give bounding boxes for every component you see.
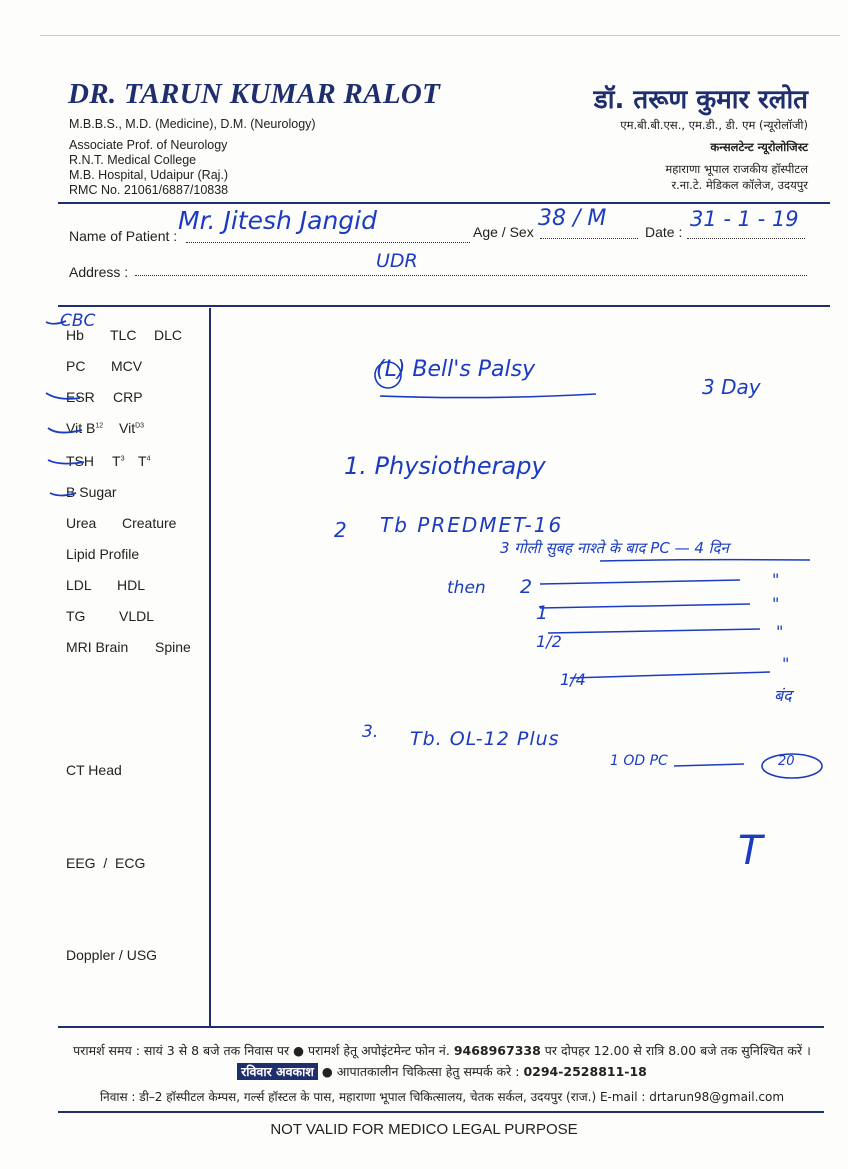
- footer-divider: [58, 1026, 824, 1028]
- legal-disclaimer: NOT VALID FOR MEDICO LEGAL PURPOSE: [270, 1121, 578, 1138]
- address-line: [135, 261, 807, 276]
- test-tlc: TLC: [110, 327, 137, 343]
- prescription-item-2-number: 2: [334, 518, 347, 542]
- tick-marks: [44, 310, 124, 510]
- test-dlc: DLC: [154, 327, 183, 343]
- doctor-credentials-hindi: [620, 117, 808, 193]
- residence-address: निवास : डी–2 हॉस्पीटल केम्पस, गर्ल्स हॉस्टल के पास, महाराणा भूपाल चिकित्सालय, चेतक सर्कल, उदयपुर (राज.) E-mail : drtarun98@gmail.com: [99, 1090, 785, 1104]
- taper-dose-2: 2: [520, 576, 533, 598]
- test-spine: Spine: [155, 639, 191, 655]
- consultation-info: परामर्श समय : सायं 3 से 8 बजे तक निवास पर ● परामर्श हेतू अपोइंटमेन्ट फोन नं. 9468967338 पर दोपहर 12.00 से रात्रि 8.00 बजे तक सुनिश्चित करें । रविवार अवकाश ● आपातकालीन चिकित्सा हेतु सम्पर्क करे : 0294-2528811-18: [73, 1043, 811, 1079]
- taper-dose-half: 1/2: [536, 632, 562, 651]
- date-label: Date :: [645, 224, 683, 240]
- test-tg: TG: [66, 608, 86, 624]
- emergency-phone: 0294-2528811-18: [523, 1064, 647, 1079]
- test-mri-brain: MRI Brain: [66, 639, 129, 655]
- top-border-line: [40, 35, 840, 36]
- age-sex-label: Age / Sex: [473, 224, 534, 240]
- doctor-name: DR. TARUN KUMAR RALOT: [68, 78, 441, 110]
- test-hb: Hb: [66, 327, 84, 343]
- header-divider: [58, 202, 830, 204]
- consultant-hindi: कन्सलटेन्ट न्यूरोलोजिस्ट: [710, 140, 808, 154]
- doctor-credentials: [69, 117, 316, 198]
- doctor-signature: T: [738, 828, 763, 874]
- test-creature: Creature: [122, 515, 177, 531]
- test-tsh: TSH: [66, 453, 94, 469]
- prescription-item-3-note: 1 OD PC: [610, 753, 668, 769]
- college: R.N.T. Medical College: [69, 153, 197, 167]
- test-ct-head: CT Head: [66, 762, 122, 778]
- test-t4: $T^4$: [138, 453, 151, 469]
- test-vitd3: Vit$^{D3}$: [119, 420, 145, 436]
- duration-note: 3 Day: [702, 375, 761, 399]
- footer-bottom-divider: [58, 1111, 824, 1113]
- test-t3: $T^3$: [112, 453, 125, 469]
- appointment-phone: 9468967338: [453, 1043, 541, 1058]
- hospital-hindi: महाराणा भूपाल राजकीय हॉस्पीटल: [665, 162, 808, 176]
- taper-lines: [430, 558, 830, 708]
- diagnosis-underline: [374, 356, 604, 404]
- ditto-2: ": [772, 594, 780, 613]
- prescription-item-2-note: 3 गोली सुबह नाश्ते के बाद PC — 4 दिन: [500, 539, 729, 557]
- patient-name-value: Mr. Jitesh Jangid: [178, 206, 377, 235]
- column-divider: [209, 308, 211, 1028]
- form-divider: [58, 305, 830, 307]
- designation: Associate Prof. of Neurology: [69, 138, 228, 152]
- prescription-item-2-drug: Tb PREDMET-16: [380, 513, 564, 537]
- test-lipid-profile: Lipid Profile: [66, 546, 140, 562]
- taper-dose-1: 1: [536, 602, 549, 624]
- degrees-hindi: एम.बी.बी.एस., एम.डी., डी. एम (न्यूरोलॉजी): [620, 118, 808, 132]
- test-vldl: VLDL: [119, 608, 155, 624]
- address-value: UDR: [376, 250, 418, 272]
- diagnosis: (L) Bell's Palsy: [376, 357, 536, 382]
- sunday-holiday-badge: रविवार अवकाश: [237, 1063, 318, 1080]
- cbc-mark: CBC: [60, 311, 96, 331]
- doctor-name-hindi: डॉ. तरूण कुमार रलोत: [593, 85, 808, 115]
- test-ldl: LDL: [66, 577, 92, 593]
- taper-label: then: [447, 578, 486, 598]
- taper-dose-quarter: 1/4: [560, 670, 586, 689]
- ditto-3: ": [776, 622, 784, 641]
- test-esr: ESR: [66, 389, 95, 405]
- age-sex-value: 38 / M: [538, 206, 607, 231]
- test-doppler-usg: Doppler / USG: [66, 947, 158, 963]
- test-eeg-ecg: EEG / ECG: [66, 855, 146, 871]
- test-urea: Urea: [66, 515, 97, 531]
- ditto-4: ": [782, 654, 790, 673]
- test-crp: CRP: [113, 389, 143, 405]
- test-vitb12: Vit $B^{12}$: [66, 420, 104, 436]
- degrees: M.B.B.S., M.D. (Medicine), D.M. (Neurology): [69, 117, 316, 131]
- hospital: M.B. Hospital, Udaipur (Raj.): [69, 168, 229, 182]
- college-hindi: र.ना.टे. मेडिकल कॉलेज, उदयपुर: [671, 178, 808, 192]
- prescription-item-3-drug: Tb. OL-12 Plus: [410, 728, 560, 750]
- item-3-dash-and-circle: [672, 752, 832, 786]
- stop-note: बंद: [774, 686, 792, 705]
- test-pc: PC: [66, 358, 86, 374]
- rmc-number: RMC No. 21061/6887/10838: [69, 183, 229, 197]
- test-bsugar: B Sugar: [66, 484, 117, 500]
- test-hdl: HDL: [117, 577, 146, 593]
- prescription-item-3-number: 3.: [362, 722, 379, 742]
- address-label: Address :: [69, 264, 129, 280]
- ditto-1: ": [772, 570, 780, 589]
- prescription-item-1: 1. Physiotherapy: [344, 452, 546, 480]
- date-value: 31 - 1 - 19: [690, 207, 799, 231]
- prescription-item-3-qty: 20: [778, 754, 795, 769]
- patient-name-label: Name of Patient :: [69, 228, 178, 244]
- test-mcv: MCV: [111, 358, 143, 374]
